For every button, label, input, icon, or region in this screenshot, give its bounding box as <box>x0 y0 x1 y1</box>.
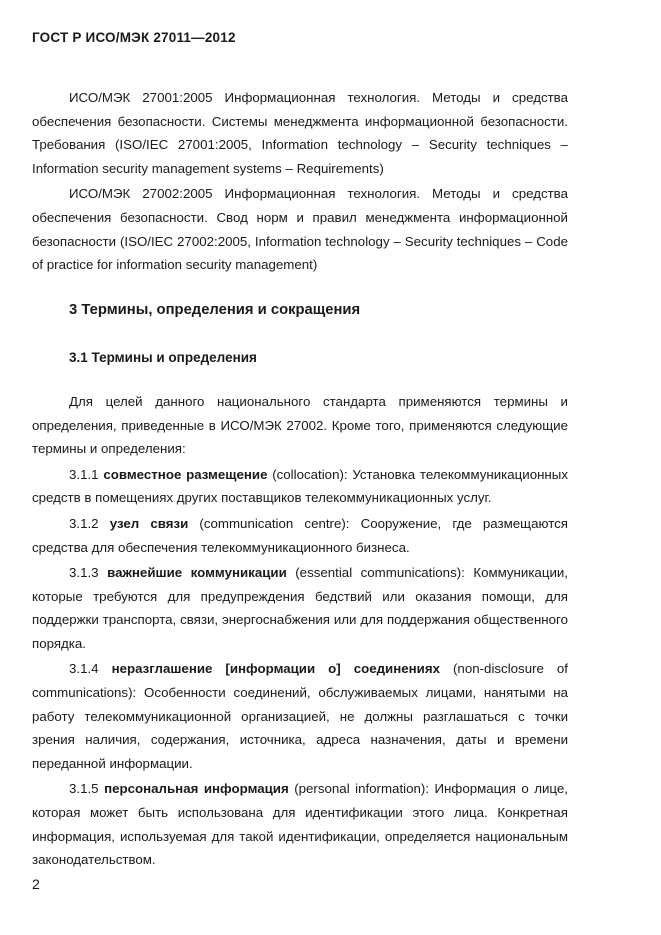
term-definition: (non-disclosure of communications): Особенности соединений, обслуживаемых лицами, нанятыми на работу телекоммуникационной организацией, не должны разглашаться с точки зрения наличия, содержания, источника, адреса назначения, даты и времени переданной информации. <box>32 661 568 771</box>
term-personal-information <box>32 777 568 871</box>
term-definition: (communication centre): Сооружение, где размещаются средства для обеспечения телекоммуникационного бизнеса. <box>32 515 568 555</box>
term-definition: (essential communications): Коммуникации, которые требуются для предупреждения бедствий или оказания помощи, для поддержки транспорта, связи, энергоснабжения или для поддержания общественного порядка. <box>32 565 568 651</box>
reference-iso-27001: ИСО/МЭК 27001:2005 Информационная технология. Методы и средства обеспечения безопасности. Системы менеджмента информационной безопасности. Требования (ISO/IEC 27001:2005, Information technology – Security techniques – Information security management systems – Requirements) <box>32 90 568 176</box>
term-name: персональная информация <box>104 781 289 797</box>
subsection-heading: 3.1 Термины и определения <box>69 350 257 366</box>
term-non-disclosure <box>32 657 568 775</box>
term-name: неразглашение [информации о] соединениях <box>111 661 441 677</box>
term-collocation <box>32 463 568 510</box>
reference-iso-27002: ИСО/МЭК 27002:2005 Информационная технология. Методы и средства обеспечения безопасности. Свод норм и правил менеджмента информационной безопасности (ISO/IEC 27002:2005, Information technology – Security techniques – Code of practice for information security management) <box>32 186 568 273</box>
term-name: важнейшие коммуникации <box>107 565 287 581</box>
page-body <box>32 86 568 872</box>
term-number: 3.1.5 <box>69 781 99 797</box>
term-number: 3.1.4 <box>69 661 99 677</box>
term-definition: (personal information): Информация о лице, которая может быть использована для идентификации этого лица. Конкретная информация, используемая для такой идентификации, определяется национальным законодательством. <box>32 781 568 868</box>
intro-paragraph: Для целей данного национального стандарта применяются термины и определения, приведенные в ИСО/МЭК 27002. Кроме того, применяются следующие термины и определения: <box>32 393 568 457</box>
term-name: узел связи <box>109 515 189 531</box>
page-number: 2 <box>32 876 40 892</box>
term-communication-centre <box>32 512 568 559</box>
term-essential-communications <box>32 561 568 655</box>
section-heading: 3 Термины, определения и сокращения <box>69 301 361 318</box>
term-definition: (collocation): Установка телекоммуникационных средств в помещениях других поставщиков телекоммуникационных услуг. <box>32 466 568 506</box>
term-number: 3.1.1 <box>69 466 99 482</box>
document-header: ГОСТ Р ИСО/МЭК 27011—2012 <box>32 30 236 45</box>
term-name: совместное размещение <box>103 466 268 482</box>
term-number: 3.1.2 <box>69 515 99 531</box>
term-number: 3.1.3 <box>69 565 99 581</box>
